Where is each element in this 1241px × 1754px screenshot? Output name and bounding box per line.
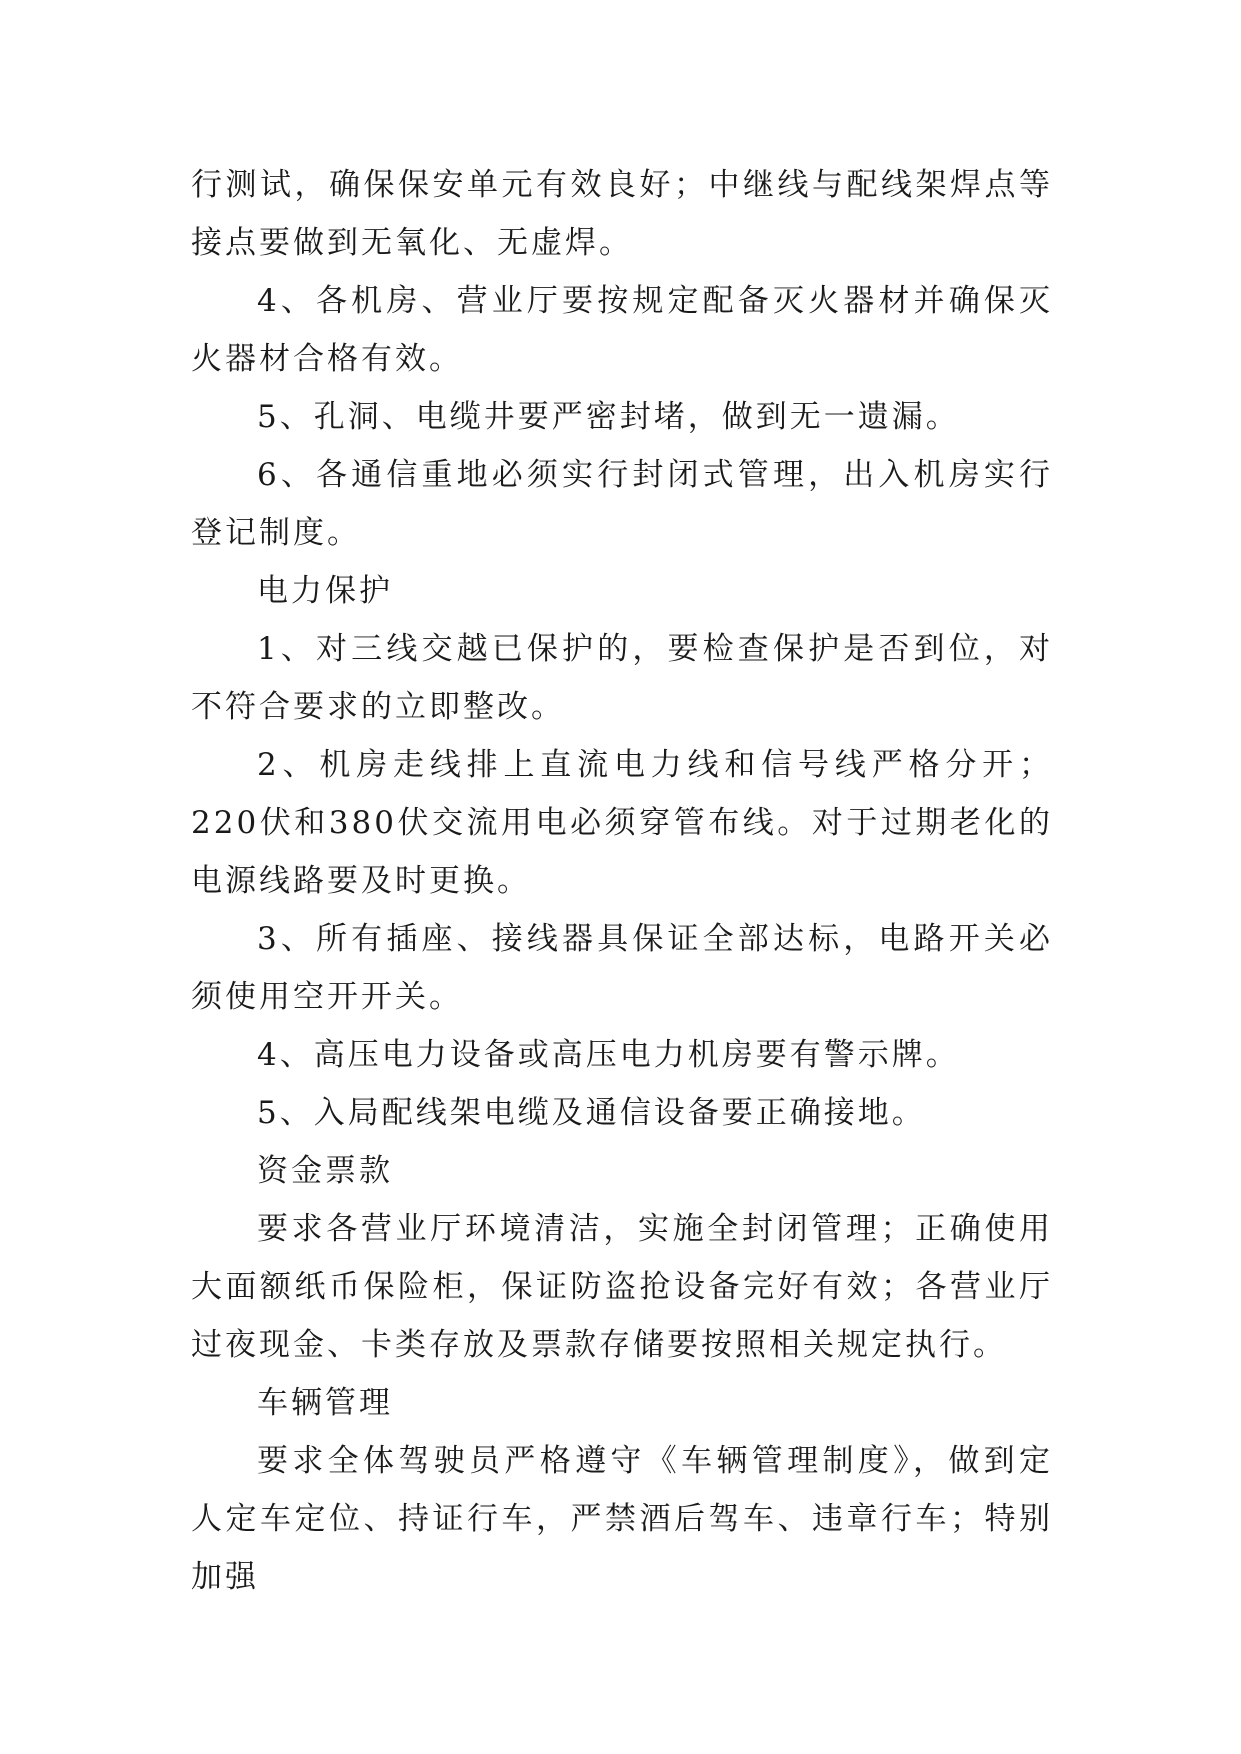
paragraph-item-5: 5、孔洞、电缆井要严密封堵，做到无一遗漏。 [257,399,960,435]
paragraph-continuation: 行测试，确保保安单元有效良好；中继线与配线架焊点等接点要做到无氧化、无虚焊。 [191,167,1053,261]
paragraph-power-2: 2、机房走线排上直流电力线和信号线严格分开；220伏和380伏交流用电必须穿管布线。对于过期老化的电源线路要及时更换。 [191,747,1053,899]
document-body [191,156,1053,1606]
paragraph-item-6: 6、各通信重地必须实行封闭式管理，出入机房实行登记制度。 [191,457,1053,551]
section-heading-power: 电力保护 [257,573,393,609]
paragraph-power-4: 4、高压电力设备或高压电力机房要有警示牌。 [257,1037,960,1073]
paragraph-power-3: 3、所有插座、接线器具保证全部达标，电路开关必须使用空开开关。 [191,921,1053,1015]
paragraph-power-1: 1、对三线交越已保护的，要检查保护是否到位，对不符合要求的立即整改。 [191,631,1053,725]
section-heading-vehicles: 车辆管理 [257,1385,393,1421]
paragraph-item-4: 4、各机房、营业厅要按规定配备灭火器材并确保灭火器材合格有效。 [191,283,1053,377]
paragraph-power-5: 5、入局配线架电缆及通信设备要正确接地。 [257,1095,926,1131]
paragraph-vehicles: 要求全体驾驶员严格遵守《车辆管理制度》，做到定人定车定位、持证行车，严禁酒后驾车、违章行车；特别加强 [191,1443,1053,1595]
paragraph-funds: 要求各营业厅环境清洁，实施全封闭管理；正确使用大面额纸币保险柜，保证防盗抢设备完好有效；各营业厅过夜现金、卡类存放及票款存储要按照相关规定执行。 [191,1211,1053,1363]
section-heading-funds: 资金票款 [257,1153,393,1189]
